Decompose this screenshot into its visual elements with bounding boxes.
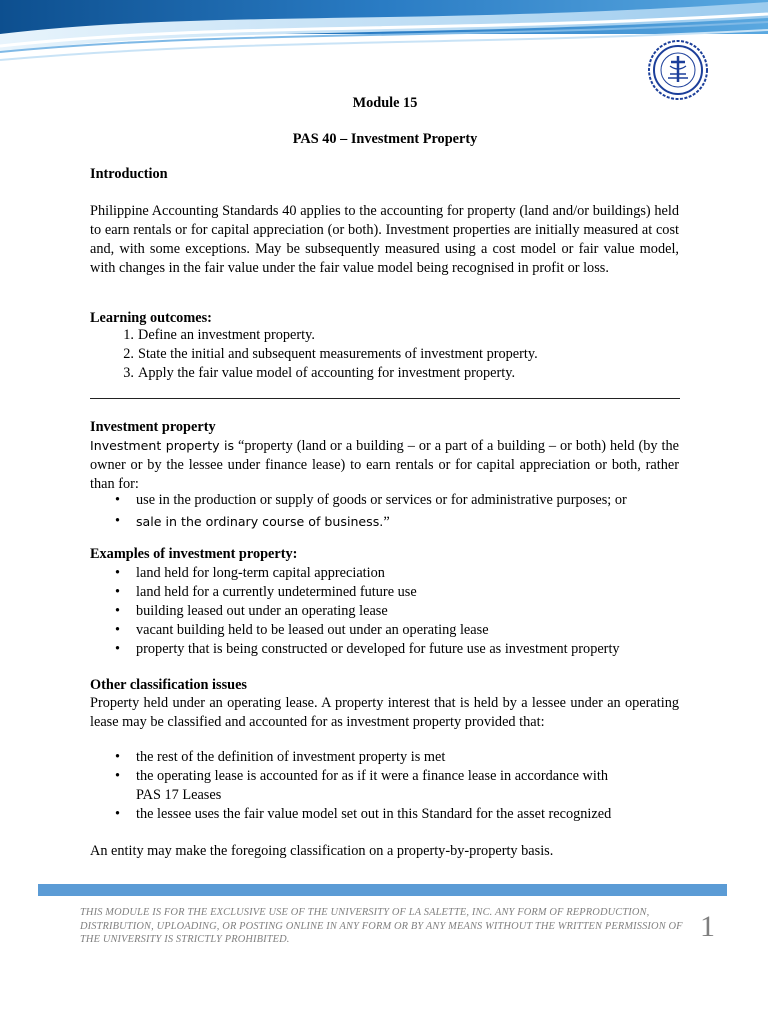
other-issues-heading: Other classification issues — [90, 677, 248, 693]
module-title: Module 15 — [352, 95, 418, 111]
closing-paragraph: An entity may make the foregoing classification on a property-by-property basis. — [90, 843, 554, 859]
list-item: • property that is being constructed or developed for future use as investment property — [115, 641, 620, 657]
list-item: • building leased out under an operating lease — [115, 603, 388, 619]
list-item: • use in the production or supply of goods or services or for administrative purposes; or — [115, 492, 627, 508]
list-item: • land held for long-term capital appreciation — [115, 565, 385, 581]
page-number: 1 — [700, 910, 715, 943]
copyright-notice: THIS MODULE IS FOR THE EXCLUSIVE USE OF THE UNIVERSITY OF LA SALETTE, INC. ANY FORM OF REPRODUCTION, DISTRIBUTION, UPLOADING, OR POSTING ONLINE IN ANY FORM OR BY ANY MEANS WITHOUT THE WRITTEN PERMISSION OF THE UNIVERSITY IS STRICTLY PROHIBITED. — [80, 907, 683, 945]
list-item: • the lessee uses the fair value model set out in this Standard for the asset recognized — [115, 806, 612, 822]
list-item: • the operating lease is accounted for as if it were a finance lease in accordance with PAS 17 Leases — [115, 768, 608, 803]
definition-bullets — [90, 491, 680, 532]
learning-outcomes-list — [90, 326, 680, 383]
other-issues-paragraph: Property held under an operating lease. A property interest that is held by a lessee under an operating lease may be classified and accounted for as investment property provided that: — [90, 695, 679, 730]
introduction-heading: Introduction — [90, 166, 168, 182]
other-issues-list — [90, 748, 680, 824]
examples-list — [90, 564, 680, 659]
learning-outcomes-heading: Learning outcomes: — [90, 310, 212, 326]
section-divider — [90, 398, 680, 399]
university-seal-logo — [648, 40, 708, 100]
list-item: • land held for a currently undetermined future use — [115, 584, 417, 600]
list-item: 2. State the initial and subsequent measurements of investment property. — [123, 346, 538, 362]
list-item: • vacant building held to be leased out under an operating lease — [115, 622, 489, 638]
list-item: • sale in the ordinary course of business.” — [115, 513, 390, 530]
footer-bar — [38, 884, 727, 896]
investment-property-heading: Investment property — [90, 419, 216, 435]
introduction-paragraph: Philippine Accounting Standards 40 applies to the accounting for property (land and/or buildings) held to earn rentals or for capital appreciation (or both). Investment properties are initially measured at cost and, with some exceptions. May be subsequently measured using a cost model or fair value model, with changes in the fair value under the fair value model being recognised in profit or loss. — [90, 203, 679, 276]
examples-heading: Examples of investment property: — [90, 546, 298, 562]
subject-title: PAS 40 – Investment Property — [292, 131, 478, 147]
list-item: 1. Define an investment property. — [123, 327, 315, 343]
investment-property-definition: Investment property is “property (land or a building – or a part of a building – or both) held (by the owner or by the lessee under finance lease) to earn rentals or for capital appreciation or both, rather than for: — [90, 438, 679, 492]
list-item: 3. Apply the fair value model of accounting for investment property. — [123, 365, 516, 381]
list-item: • the rest of the definition of investment property is met — [115, 749, 446, 765]
